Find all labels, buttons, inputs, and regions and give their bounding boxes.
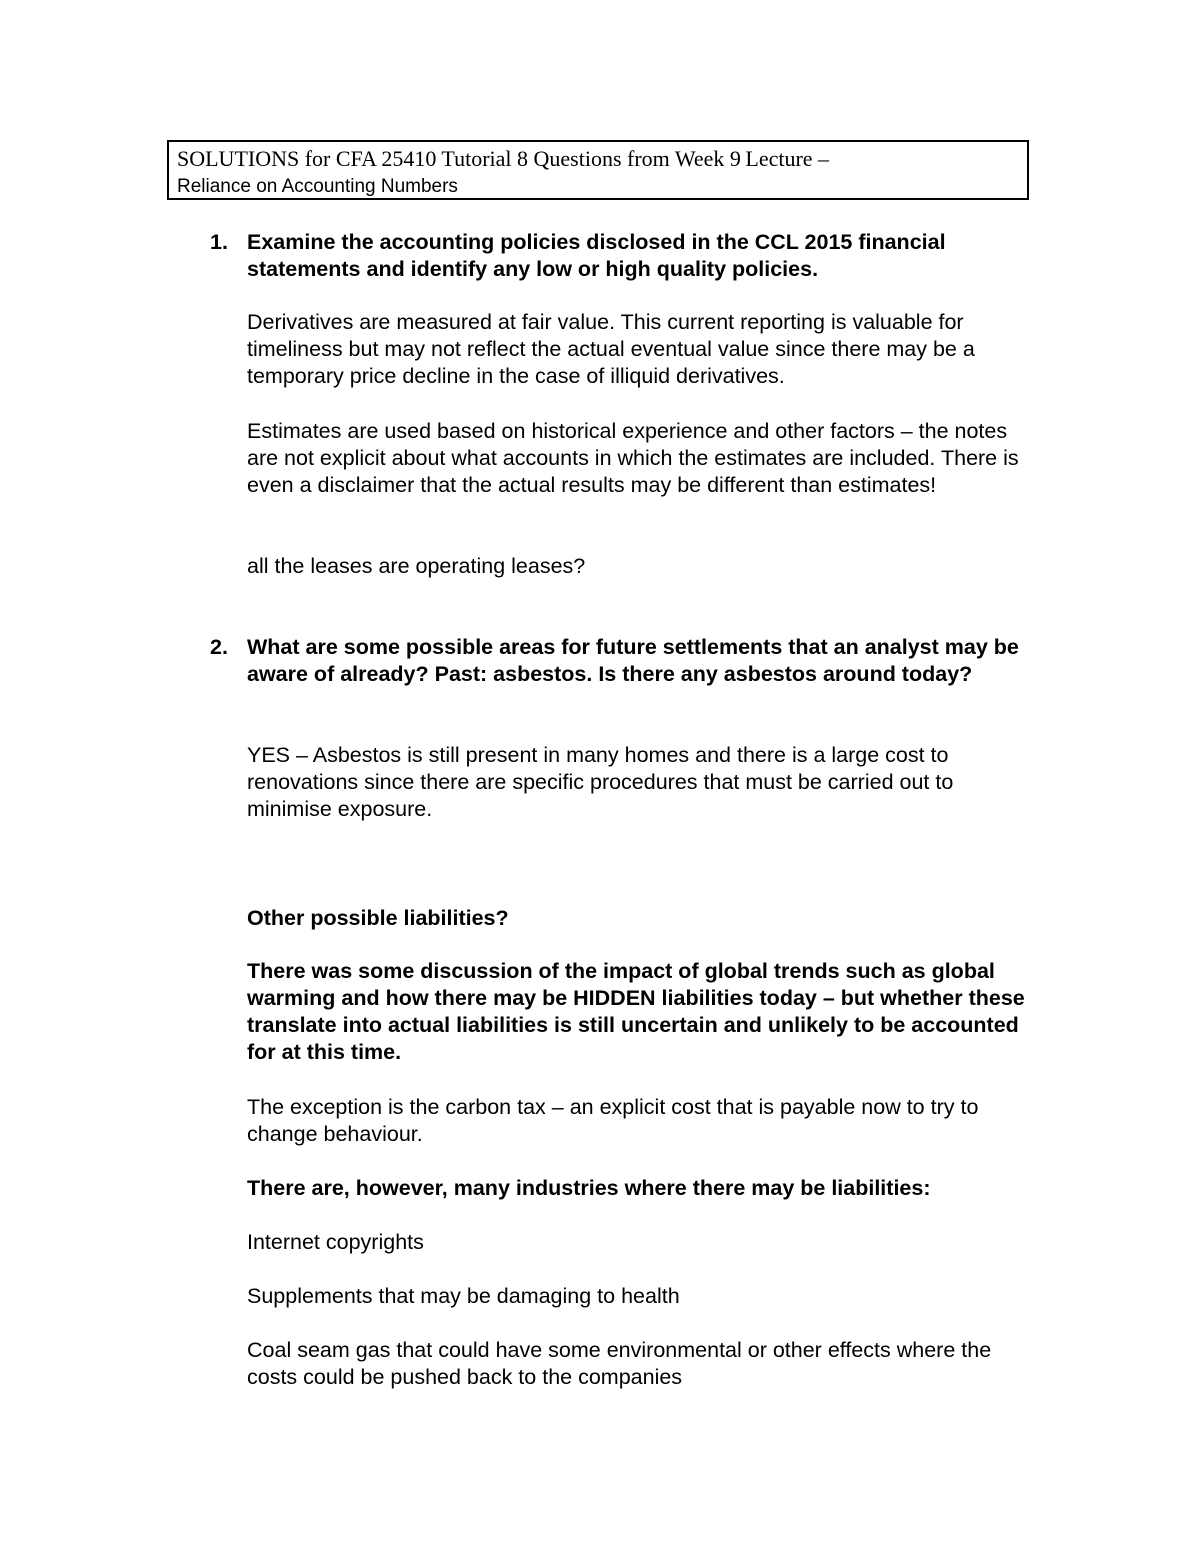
document-title-box (167, 140, 1029, 200)
question-2-number: 2. (210, 635, 228, 659)
question-2-text: What are some possible areas for future settlements that an analyst may be aware of already? Past: asbestos. Is there any asbestos around today? (247, 635, 1019, 686)
carbon-tax-exception: The exception is the carbon tax – an explicit cost that is payable now to try to change behaviour. (247, 1095, 979, 1146)
document-title: SOLUTIONS for CFA 25410 Tutorial 8 Questions from Week 9 (177, 146, 741, 171)
other-liabilities-heading: Other possible liabilities? (247, 906, 509, 930)
industries-heading: There are, however, many industries where there may be liabilities: (247, 1176, 931, 1200)
question-1-answer-estimates: Estimates are used based on historical experience and other factors – the notes are not explicit about what accounts in which the estimates are included. There is even a disclaimer that the actual results may be different than estimates! (247, 419, 1019, 497)
industry-item-supplements: Supplements that may be damaging to health (247, 1284, 680, 1308)
industry-item-coal-seam-gas: Coal seam gas that could have some environmental or other effects where the costs could be pushed back to the companies (247, 1338, 992, 1389)
question-1-answer-leases: all the leases are operating leases? (247, 554, 586, 578)
question-1-number: 1. (210, 230, 228, 254)
document-title-lecture: Lecture – (745, 146, 830, 171)
document-subtitle: Reliance on Accounting Numbers (177, 176, 458, 197)
question-2-answer: YES – Asbestos is still present in many homes and there is a large cost to renovations since there are specific procedures that must be carried out to minimise exposure. (247, 743, 954, 821)
question-1-answer-derivatives: Derivatives are measured at fair value. This current reporting is valuable for timeliness but may not reflect the actual eventual value since there may be a temporary price decline in the case of illiquid derivatives. (247, 310, 975, 388)
industry-item-internet-copyrights: Internet copyrights (247, 1230, 424, 1254)
question-1-text: Examine the accounting policies disclosed in the CCL 2015 financial statements and identify any low or high quality policies. (247, 230, 946, 281)
global-trends-discussion: There was some discussion of the impact of global trends such as global warming and how there may be HIDDEN liabilities today – but whether these translate into actual liabilities is still uncertain and unlikely to be accounted for at this time. (247, 959, 1025, 1064)
